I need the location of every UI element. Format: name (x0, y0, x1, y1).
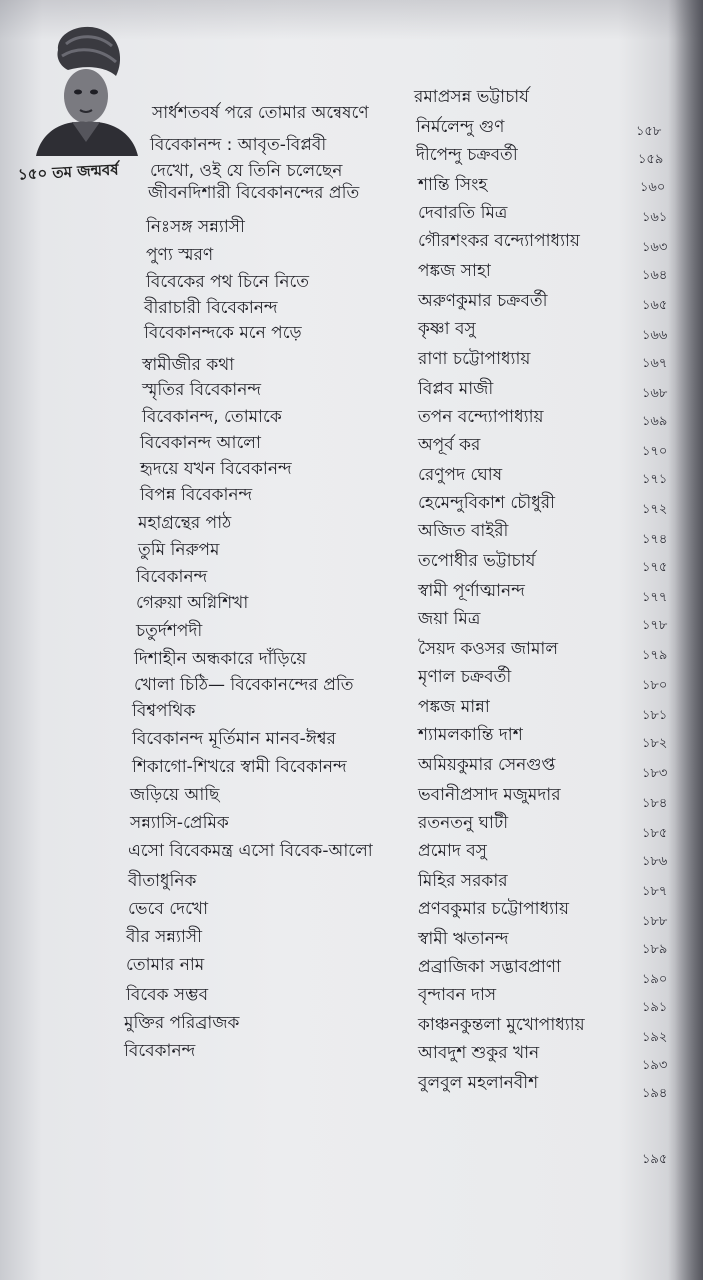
toc-entry-author: রমাপ্রসন্ন ভট্টাচার্য (414, 87, 529, 107)
toc-entry-title: বিবেকানন্দ, তোমাকে (142, 407, 282, 427)
toc-entry-author: তপন বন্দ্যোপাধ্যায় (418, 407, 544, 427)
toc-entry-title: বিবেকানন্দকে মনে পড়ে (144, 323, 302, 343)
toc-entry-page-number: ১৮২ (642, 736, 668, 751)
toc-entry-page-number: ১৬৯ (642, 414, 668, 429)
toc-entry-author: মিহির সরকার (418, 871, 508, 891)
toc-entry-title: জীবনদিশারী বিবেকানন্দের প্রতি (148, 183, 360, 203)
toc-entry-page-number: ১৬৩ (642, 240, 668, 255)
toc-entry-author: শান্তি সিংহ (418, 175, 488, 195)
toc-entry-author: শ্যামলকান্তি দাশ (418, 725, 523, 745)
toc-entry-title: খোলা চিঠি— বিবেকানন্দের প্রতি (134, 675, 354, 695)
toc-entry-title: ভেবে দেখো (128, 899, 209, 919)
toc-entry-page-number: ১৭৮ (642, 618, 668, 633)
toc-entry-author: মৃণাল চক্রবর্তী (418, 667, 512, 687)
toc-entry-author: প্রব্রাজিকা সদ্ভাবপ্রাণা (418, 957, 561, 977)
toc-entry-author: সৈয়দ কওসর জামাল (418, 639, 559, 659)
toc-entry-title: জড়িয়ে আছি (130, 785, 220, 805)
toc-entry-author: অমিয়কুমার সেনগুপ্ত (418, 755, 556, 775)
toc-entry-author: তপোধীর ভট্টাচার্য (418, 551, 536, 571)
toc-entry-page-number: ১৭৪ (642, 532, 668, 547)
toc-entry-page-number: ১৭৫ (642, 560, 668, 575)
toc-entry-author: বৃন্দাবন দাস (418, 985, 497, 1005)
toc-entry-page-number: ১৮০ (642, 678, 668, 693)
toc-entry-page-number: ১৬৬ (642, 328, 668, 343)
toc-entry-page-number: ১৮৯ (642, 942, 668, 957)
toc-entry-title: বিশ্বপথিক (132, 701, 196, 721)
toc-entry-author: স্বামী পূর্ণাত্মানন্দ (418, 581, 525, 601)
toc-entry-page-number: ১৬১ (642, 210, 668, 225)
toc-entry-title: স্বামীজীর কথা (142, 355, 235, 375)
toc-entry-title: বিপন্ন বিবেকানন্দ (140, 485, 253, 505)
toc-entry-author: নির্মলেন্দু গুণ (416, 117, 505, 137)
toc-entry-title: সার্ধশতবর্ষ পরে তোমার অন্বেষণে (152, 103, 369, 123)
toc-entry-page-number: ১৮৩ (642, 766, 668, 781)
toc-entry-page-number: ১৮৭ (642, 884, 668, 899)
toc-entry-page-number: ১৭২ (642, 502, 668, 517)
toc-entry-page-number: ১৮৫ (642, 826, 668, 841)
toc-entry-page-number: ১৮৪ (642, 796, 668, 811)
toc-entry-author: রেণুপদ ঘোষ (418, 465, 503, 485)
toc-entry-author: জয়া মিত্র (418, 609, 481, 629)
toc-entry-author: প্রমোদ বসু (418, 841, 487, 861)
toc-entry-title: তুমি নিরুপম (138, 540, 220, 560)
toc-entry-author: অরুণকুমার চক্রবর্তী (418, 291, 548, 311)
toc-entry-title: পুণ্য স্মরণ (146, 245, 214, 265)
toc-entry-title: বিবেকানন্দ : আবৃত-বিপ্লবী (150, 135, 327, 155)
toc-entry-author: বিপ্লব মাজী (418, 379, 494, 399)
toc-entry-title: গেরুয়া অগ্নিশিখা (136, 593, 249, 613)
toc-entry-title: বিবেক সম্ভব (126, 985, 209, 1005)
toc-entry-author: হেমেন্দুবিকাশ চৌধুরী (418, 493, 556, 513)
toc-entry-page-number: ১৭৭ (642, 590, 668, 605)
toc-entry-title: মুক্তির পরিব্রাজক (124, 1013, 240, 1033)
toc-entry-page-number: ১৬৮ (642, 386, 668, 401)
toc-entry-author: দেবারতি মিত্র (418, 203, 508, 223)
toc-entry-title: বিবেকানন্দ (136, 567, 208, 587)
toc-entry-page-number: ১৯৪ (642, 1086, 668, 1101)
toc-entry-page-number: ১৬৫ (642, 298, 668, 313)
toc-entry-title: বীরাচারী বিবেকানন্দ (144, 298, 278, 318)
toc-entry-title: স্মৃতির বিবেকানন্দ (142, 380, 262, 400)
toc-entry-author: ভবানীপ্রসাদ মজুমদার (418, 785, 561, 805)
toc-entry-page-number: ১৮১ (642, 708, 668, 723)
toc-entry-author: প্রণবকুমার চট্টোপাধ্যায় (418, 899, 569, 919)
toc-entry-author: পঙ্কজ সাহা (418, 261, 491, 281)
toc-entry-page-number: ১৫৮ (636, 124, 662, 139)
toc-entry-title: দেখো, ওই যে তিনি চলেছেন (150, 161, 343, 181)
toc-entry-page-number: ১৮৮ (642, 914, 668, 929)
toc-entry-title: সন্ন্যাসি-প্রেমিক (130, 813, 229, 833)
toc-entry-author: অজিত বাইরী (418, 521, 509, 541)
toc-entry-title: বীর সন্ন্যাসী (126, 927, 202, 947)
toc-entry-author: রতনতনু ঘাটী (418, 813, 509, 833)
toc-entry-page-number: ১৮৬ (642, 854, 668, 869)
toc-entry-title: বীতাধুনিক (128, 871, 197, 891)
toc-entry-page-number: ১৯২ (642, 1030, 668, 1045)
toc-entry-page-number: ১৯১ (642, 1000, 668, 1015)
toc-entry-title: বিবেকানন্দ (124, 1041, 196, 1061)
toc-entry-page-number: ১৬৪ (642, 268, 668, 283)
toc-entry-title: শিকাগো-শিখরে স্বামী বিবেকানন্দ (132, 757, 347, 777)
toc-entry-page-number: ১৬৭ (642, 356, 668, 371)
anniversary-caption: ১৫০ তম জন্মবর্ষ (17, 160, 119, 184)
toc-entry-author: গৌরশংকর বন্দ্যোপাধ্যায় (418, 231, 580, 251)
toc-entry-author: অপূর্ব কর (418, 435, 481, 455)
toc-entry-page-number: ১৭৯ (642, 648, 668, 663)
toc-entry-title: নিঃসঙ্গ সন্ন্যাসী (146, 217, 245, 237)
toc-entry-page-number: ১৫৯ (638, 152, 664, 167)
toc-entry-author: রাণা চট্টোপাধ্যায় (418, 349, 531, 369)
toc-entry-page-number: ১৯৫ (642, 1152, 668, 1167)
toc-entry-title: বিবেকানন্দ আলো (140, 433, 261, 453)
toc-entry-title: এসো বিবেকমন্ত্র এসো বিবেক-আলো (128, 841, 373, 861)
toc-entry-title: চতুর্দশপদী (136, 621, 203, 641)
toc-entry-title: বিবেকানন্দ মূর্তিমান মানব-ঈশ্বর (132, 729, 336, 749)
toc-entry-title: তোমার নাম (126, 955, 205, 975)
toc-entry-author: স্বামী ঋতানন্দ (418, 929, 509, 949)
toc-entry-title: দিশাহীন অন্ধকারে দাঁড়িয়ে (134, 649, 307, 669)
toc-entry-page-number: ১৭১ (642, 472, 668, 487)
toc-entry-title: মহাগ্রন্থের পাঠ (138, 513, 232, 533)
toc-entry-title: হৃদয়ে যখন বিবেকানন্দ (140, 459, 292, 479)
toc-entry-page-number: ১৯৩ (642, 1058, 668, 1073)
toc-entry-author: আবদুশ শুকুর খান (418, 1043, 540, 1063)
toc-entry-author: পঙ্কজ মান্না (418, 697, 490, 717)
toc-entry-author: বুলবুল মহলানবীশ (418, 1073, 539, 1093)
toc-entry-page-number: ১৭০ (642, 444, 668, 459)
toc-entry-page-number: ১৯০ (642, 972, 668, 987)
toc-entry-page-number: ১৬০ (640, 180, 666, 195)
toc-entry-author: কাঞ্চনকুন্তলা মুখোপাধ্যায় (418, 1015, 585, 1035)
toc-entry-title: বিবেকের পথ চিনে নিতে (146, 272, 310, 292)
toc-entry-author: দীপেন্দু চক্রবর্তী (416, 145, 518, 165)
toc-entry-author: কৃষ্ণা বসু (418, 319, 476, 339)
